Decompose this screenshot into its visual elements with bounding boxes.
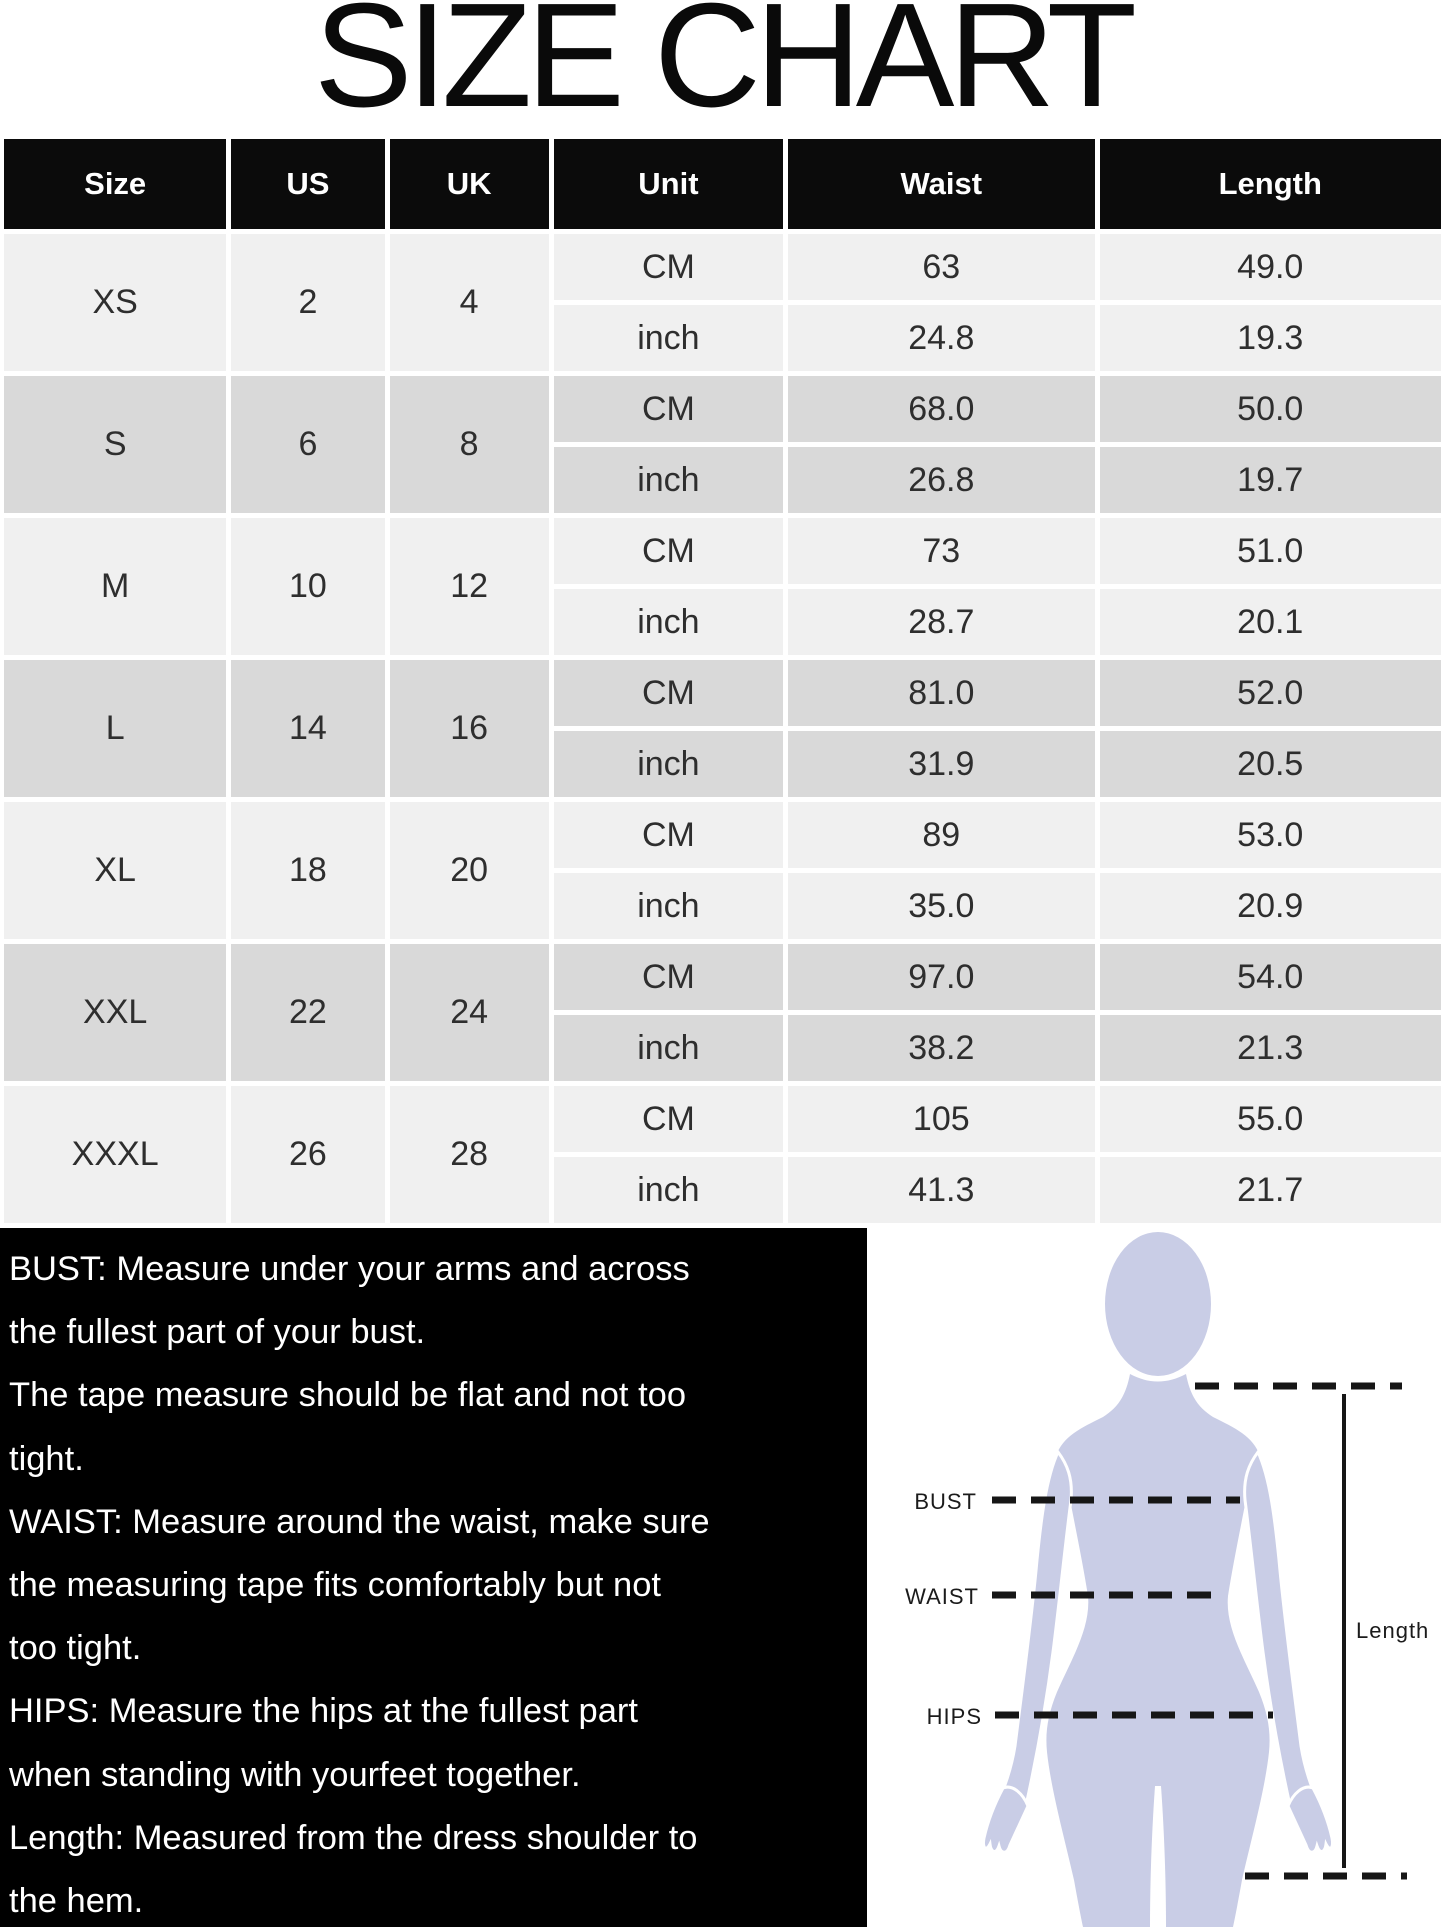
- unit-inch-cell: inch: [554, 589, 783, 655]
- length-inch-cell: 20.1: [1100, 589, 1441, 655]
- uk-cell: 16: [390, 660, 549, 797]
- length-inch-cell: 21.7: [1100, 1157, 1441, 1223]
- length-label: Length: [1356, 1618, 1430, 1643]
- length-inch-cell: 21.3: [1100, 1015, 1441, 1081]
- length-cm-cell: 49.0: [1100, 234, 1441, 300]
- uk-cell: 24: [390, 944, 549, 1081]
- waist-cm-cell: 68.0: [788, 376, 1094, 442]
- length-inch-cell: 19.3: [1100, 305, 1441, 371]
- uk-cell: 12: [390, 518, 549, 655]
- unit-inch-cell: inch: [554, 305, 783, 371]
- us-cell: 6: [231, 376, 384, 513]
- waist-inch-cell: 41.3: [788, 1157, 1094, 1223]
- bust-label: BUST: [914, 1489, 977, 1514]
- uk-cell: 28: [390, 1086, 549, 1223]
- page-title: SIZE CHART: [313, 0, 1132, 138]
- instruction-line: the measuring tape fits comfortably but not: [9, 1566, 662, 1605]
- unit-inch-cell: inch: [554, 873, 783, 939]
- waist-label: WAIST: [905, 1584, 979, 1609]
- size-cell: XXXL: [4, 1086, 226, 1223]
- waist-inch-cell: 26.8: [788, 447, 1094, 513]
- col-header-unit: Unit: [554, 139, 783, 229]
- waist-cm-cell: 73: [788, 518, 1094, 584]
- unit-cm-cell: CM: [554, 376, 783, 442]
- unit-cm-cell: CM: [554, 944, 783, 1010]
- waist-inch-cell: 38.2: [788, 1015, 1094, 1081]
- figure-left-hand: [983, 1787, 1028, 1852]
- uk-cell: 4: [390, 234, 549, 371]
- length-cm-cell: 54.0: [1100, 944, 1441, 1010]
- instruction-line: HIPS: Measure the hips at the fullest part: [9, 1692, 638, 1731]
- col-header-size: Size: [4, 139, 226, 229]
- unit-cm-cell: CM: [554, 660, 783, 726]
- unit-cm-cell: CM: [554, 802, 783, 868]
- measurement-diagram: [867, 1228, 1445, 1927]
- waist-inch-cell: 24.8: [788, 305, 1094, 371]
- waist-cm-cell: 63: [788, 234, 1094, 300]
- measuring-instructions-panel: [0, 1228, 867, 1927]
- waist-cm-cell: 105: [788, 1086, 1094, 1152]
- length-cm-cell: 53.0: [1100, 802, 1441, 868]
- instruction-line: Length: Measured from the dress shoulder to: [9, 1818, 698, 1857]
- instruction-line: the hem.: [9, 1882, 144, 1921]
- waist-inch-cell: 28.7: [788, 589, 1094, 655]
- us-cell: 14: [231, 660, 384, 797]
- instruction-line: BUST: Measure under your arms and across: [9, 1250, 690, 1288]
- size-cell: S: [4, 376, 226, 513]
- us-cell: 18: [231, 802, 384, 939]
- waist-cm-cell: 89: [788, 802, 1094, 868]
- unit-inch-cell: inch: [554, 1015, 783, 1081]
- unit-inch-cell: inch: [554, 447, 783, 513]
- unit-cm-cell: CM: [554, 1086, 783, 1152]
- length-cm-cell: 55.0: [1100, 1086, 1441, 1152]
- us-cell: 2: [231, 234, 384, 371]
- waist-inch-cell: 31.9: [788, 731, 1094, 797]
- waist-cm-cell: 81.0: [788, 660, 1094, 726]
- waist-inch-cell: 35.0: [788, 873, 1094, 939]
- length-cm-cell: 51.0: [1100, 518, 1441, 584]
- col-header-waist: Waist: [788, 139, 1094, 229]
- size-cell: XXL: [4, 944, 226, 1081]
- length-cm-cell: 52.0: [1100, 660, 1441, 726]
- col-header-length: Length: [1100, 139, 1441, 229]
- instruction-line: too tight.: [9, 1629, 142, 1668]
- waist-cm-cell: 97.0: [788, 944, 1094, 1010]
- instruction-line: when standing with yourfeet together.: [9, 1755, 581, 1794]
- us-cell: 26: [231, 1086, 384, 1223]
- length-inch-cell: 20.5: [1100, 731, 1441, 797]
- size-cell: XL: [4, 802, 226, 939]
- figure-right-hand: [1288, 1787, 1333, 1852]
- size-table: [0, 139, 1445, 1223]
- size-cell: L: [4, 660, 226, 797]
- uk-cell: 20: [390, 802, 549, 939]
- col-header-us: US: [231, 139, 384, 229]
- unit-cm-cell: CM: [554, 234, 783, 300]
- body-silhouette-svg: [867, 1228, 1445, 1927]
- unit-inch-cell: inch: [554, 1157, 783, 1223]
- hips-label: HIPS: [926, 1704, 982, 1729]
- instruction-line: tight.: [9, 1439, 84, 1478]
- unit-inch-cell: inch: [554, 731, 783, 797]
- uk-cell: 8: [390, 376, 549, 513]
- size-cell: XS: [4, 234, 226, 371]
- us-cell: 10: [231, 518, 384, 655]
- size-cell: M: [4, 518, 226, 655]
- figure-head: [1105, 1232, 1211, 1376]
- length-inch-cell: 19.7: [1100, 447, 1441, 513]
- length-cm-cell: 50.0: [1100, 376, 1441, 442]
- instruction-line: The tape measure should be flat and not too: [9, 1376, 687, 1415]
- col-header-uk: UK: [390, 139, 549, 229]
- length-inch-cell: 20.9: [1100, 873, 1441, 939]
- instruction-line: the fullest part of your bust.: [9, 1313, 426, 1352]
- instruction-line: WAIST: Measure around the waist, make sure: [9, 1502, 710, 1541]
- unit-cm-cell: CM: [554, 518, 783, 584]
- us-cell: 22: [231, 944, 384, 1081]
